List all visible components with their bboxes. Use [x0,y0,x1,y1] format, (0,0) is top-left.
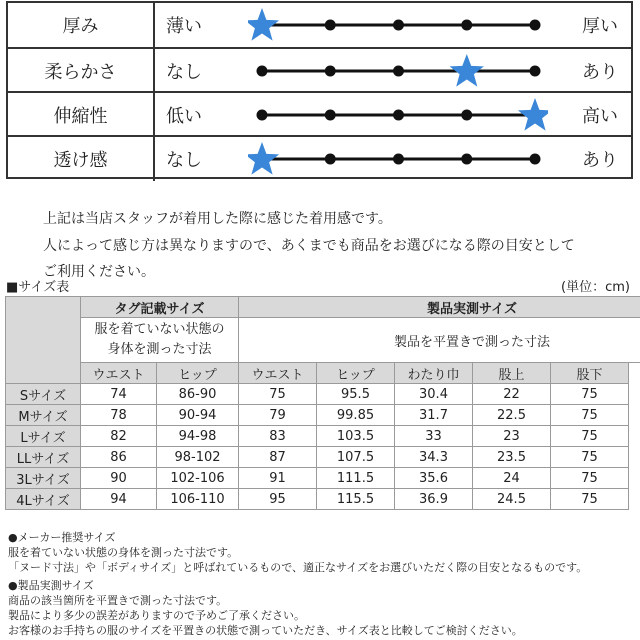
attribute-high-label: あり [582,150,618,171]
table-cell: 75 [551,489,629,510]
size-corner-cell [6,297,81,384]
attribute-label: 柔らかさ [8,49,155,93]
attribute-low-label: 低い [166,106,202,127]
footnote-line: お客様のお手持ちの服のサイズを平置きの状態で測っていただき、サイズ表と比較してご検討ください。 [8,624,523,637]
table-cell: 24 [473,468,551,489]
attribute-low-label: なし [166,150,202,171]
table-cell: 75 [239,384,317,405]
table-cell: 22 [473,384,551,405]
unit-label: (単位：cm) [561,280,630,295]
table-cell: 78 [81,405,157,426]
table-row [6,447,640,468]
table-cell: 106-110 [157,489,239,510]
table-cell: 22.5 [473,405,551,426]
table-cell: 34.3 [395,447,473,468]
table-row [6,468,640,489]
scale-dot [325,20,336,31]
table-cell: 115.5 [317,489,395,510]
table-cell: 95.5 [317,384,395,405]
note-line: ご利用ください。 [43,264,155,280]
table-cell: 87 [239,447,317,468]
table-row [6,405,640,426]
table-cell: 74 [81,384,157,405]
table-cell: 35.6 [395,468,473,489]
attribute-row-thickness [8,3,631,47]
tag-desc-line: 服を着ていない状態の [94,322,225,337]
attribute-low-label: 薄い [166,16,202,37]
scale-dot [257,66,268,77]
scale-dot [461,20,472,31]
scale-dot [257,110,268,121]
table-row [6,426,640,447]
attribute-high-label: 厚い [582,16,618,37]
size-label-cell: 3Lサイズ [6,468,81,489]
table-cell: 23.5 [473,447,551,468]
table-cell: 86 [81,447,157,468]
table-cell: 75 [551,447,629,468]
column-header: ウエスト [239,363,317,384]
size-table [5,296,640,510]
footnote-line: ●製品実測サイズ [8,579,94,592]
rating-scale-graphic [248,3,548,47]
attribute-label: 厚み [8,3,155,47]
rating-scale-graphic [248,137,548,181]
table-cell: 95 [239,489,317,510]
table-cell: 23 [473,426,551,447]
note-line: 上記は当店スタッフが着用した際に感じた着用感です。 [43,211,392,227]
scale-dot [393,66,404,77]
size-label-cell: 4Lサイズ [6,489,81,510]
table-cell: 75 [551,426,629,447]
table-cell: 90-94 [157,405,239,426]
table-cell: 99.85 [317,405,395,426]
attribute-row-stretch [8,91,631,137]
scale-dot [393,20,404,31]
footnote-line: 「ヌード寸法」や「ボディサイズ」と呼ばれているもので、適正なサイズをお選びいただく際の目安となるものです。 [8,561,588,574]
footnote-line: 商品の該当箇所を平置きで測った寸法です。 [8,594,228,607]
scale-dot [325,110,336,121]
size-label-cell: Lサイズ [6,426,81,447]
attribute-scale [248,137,548,181]
table-cell: 83 [239,426,317,447]
column-header: 股下 [551,363,629,384]
table-cell: 107.5 [317,447,395,468]
attribute-high-label: 高い [582,106,618,127]
attribute-low-label: なし [166,62,202,83]
column-header: ヒップ [157,363,239,384]
scale-dot [461,154,472,165]
table-cell: 36.9 [395,489,473,510]
attribute-scale [248,93,548,137]
table-cell: 90 [81,468,157,489]
attribute-label: 透け感 [8,137,155,181]
attribute-chart [6,1,633,179]
scale-dot [530,154,541,165]
note-line: 人によって感じ方は異なりますので、あくまでも商品をお選びになる際の目安として [43,238,575,254]
table-cell: 94-98 [157,426,239,447]
table-cell: 31.7 [395,405,473,426]
table-cell: 102-106 [157,468,239,489]
rating-scale-graphic [248,49,548,93]
footnote-line: ●メーカー推奨サイズ [8,531,116,544]
table-cell: 82 [81,426,157,447]
table-cell: 103.5 [317,426,395,447]
table-cell: 30.4 [395,384,473,405]
scale-dot [393,110,404,121]
attribute-row-sheerness [8,135,631,181]
column-header: わたり巾 [395,363,473,384]
scale-dot [393,154,404,165]
table-cell: 86-90 [157,384,239,405]
table-cell: 75 [551,468,629,489]
product-size-description: 製品を平置きで測った寸法 [239,318,640,363]
scale-dot [325,154,336,165]
size-label-cell: LLサイズ [6,447,81,468]
table-cell: 75 [551,405,629,426]
table-cell: 79 [239,405,317,426]
column-header: ヒップ [317,363,395,384]
star-marker-icon [450,54,484,87]
table-row [6,489,640,510]
size-label-cell: Sサイズ [6,384,81,405]
tag-size-header: タグ記載サイズ [81,297,239,318]
product-size-header: 製品実測サイズ [239,297,640,318]
table-cell: 111.5 [317,468,395,489]
scale-dot [530,20,541,31]
table-cell: 91 [239,468,317,489]
column-header: 股上 [473,363,551,384]
scale-dot [325,66,336,77]
attribute-scale [248,49,548,93]
table-cell: 94 [81,489,157,510]
table-cell: 75 [551,384,629,405]
tag-desc-line: 身体を測った寸法 [107,342,212,357]
size-table-title: ■サイズ表 [6,280,70,295]
scale-dot [461,110,472,121]
attribute-row-softness [8,47,631,93]
table-row [6,384,640,405]
tag-size-description [81,318,239,363]
table-cell: 98-102 [157,447,239,468]
attribute-scale [248,3,548,47]
footnote-line: 服を着ていない状態の身体を測った寸法です。 [8,546,239,559]
attribute-high-label: あり [582,62,618,83]
rating-scale-graphic [248,93,548,137]
footnote-line: 製品により多少の誤差がありますので予めご了承ください。 [8,609,305,622]
scale-dot [530,66,541,77]
table-cell: 33 [395,426,473,447]
size-label-cell: Mサイズ [6,405,81,426]
attribute-label: 伸縮性 [8,93,155,137]
column-header-row [6,363,640,384]
column-header: ウエスト [81,363,157,384]
table-cell: 24.5 [473,489,551,510]
